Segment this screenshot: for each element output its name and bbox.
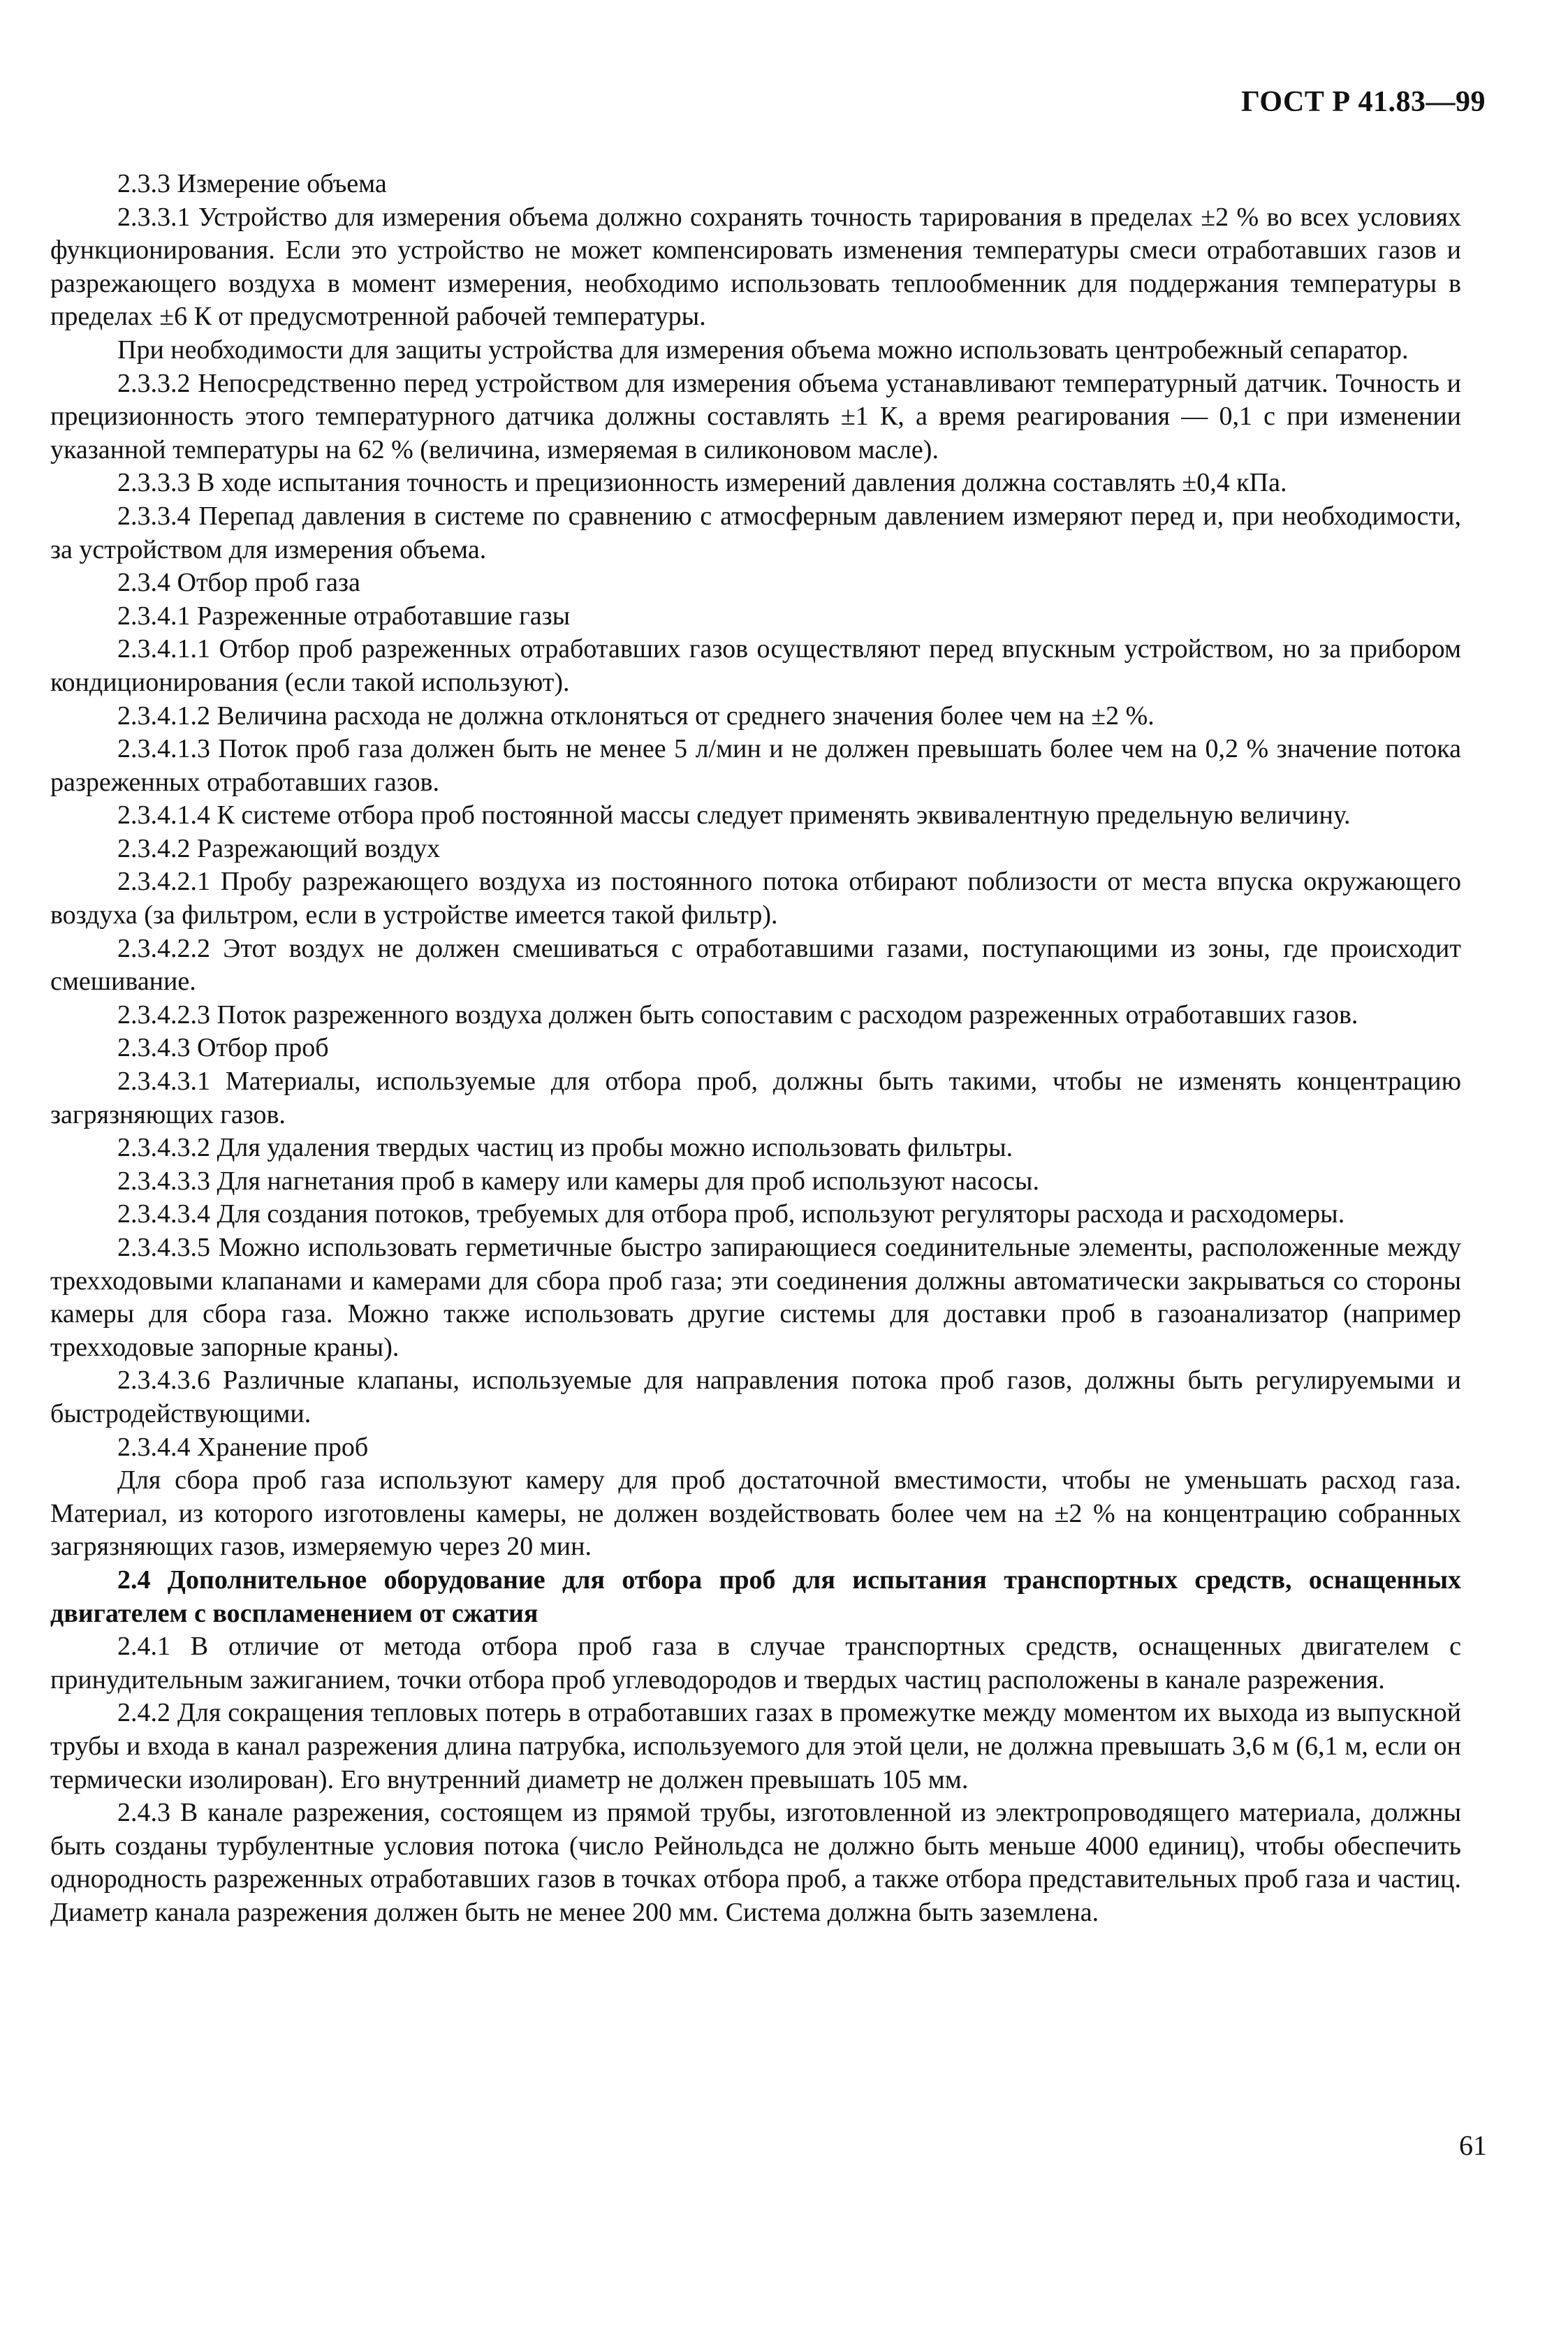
- paragraph: 2.3.4.2.1 Пробу разрежающего воздуха из постоянного потока отбирают поблизости от места впуска окружающего воздуха (за фильтром, если в устройстве имеется такой фильтр).: [50, 867, 1461, 930]
- paragraph: 2.3.4.1.2 Величина расхода не должна отклоняться от среднего значения более чем на ±2 %.: [117, 701, 1155, 731]
- paragraph: 2.3.4.1.3 Поток проб газа должен быть не менее 5 л/мин и не должен превышать более чем на 0,2 % значение потока разреженных отработавших газов.: [50, 734, 1461, 797]
- paragraph: 2.3.4.3.6 Различные клапаны, используемые для направления потока проб газов, должны быть регулируемыми и быстродействующими.: [50, 1366, 1461, 1428]
- paragraph: Для сбора проб газа используют камеру для проб достаточной вместимости, чтобы не уменьшать расход газа. Материал, из которого изготовлены камеры, не должен воздействовать более чем на ±2 % на концентрацию собранных загрязняющих газов, измеряемую через 20 мин.: [50, 1465, 1461, 1562]
- paragraph: 2.3.3.4 Перепад давления в системе по сравнению с атмосферным давлением измеряют перед и, при необходимости, за устройством для измерения объема.: [50, 501, 1461, 564]
- paragraph: 2.3.4.2.2 Этот воздух не должен смешиваться с отработавшими газами, поступающими из зоны, где происходит смешивание.: [50, 933, 1461, 997]
- section-heading: 2.3.4.2 Разрежающий воздух: [117, 833, 441, 863]
- section-heading: 2.3.4.4 Хранение проб: [117, 1432, 369, 1462]
- paragraph: 2.3.3.3 В ходе испытания точность и прецизионность измерений давления должна составлять ±0,4 кПа.: [117, 468, 1287, 498]
- section-heading: 2.3.3 Измерение объема: [117, 169, 387, 198]
- paragraph: 2.4.2 Для сокращения тепловых потерь в отработавших газах в промежутке между моментом их выхода из выпускной трубы и входа в канал разрежения длина патрубка, используемого для этой цели, не должна превышать 3,6 м (6,1 м, если он термически изолирован). Его внутренний диаметр не должен превышать 105 мм.: [50, 1698, 1461, 1794]
- paragraph: При необходимости для защиты устройства для измерения объема можно использовать центробежный сепаратор.: [117, 335, 1409, 365]
- paragraph: 2.3.4.3.4 Для создания потоков, требуемых для отбора проб, используют регуляторы расхода и расходомеры.: [117, 1199, 1345, 1229]
- document-body: [50, 168, 1461, 1929]
- paragraph: 2.3.4.1.1 Отбор проб разреженных отработавших газов осуществляют перед впускным устройством, но за прибором кондиционирования (если такой используют).: [50, 634, 1461, 697]
- section-heading: 2.3.4.3 Отбор проб: [117, 1033, 329, 1063]
- bold-section-heading: 2.4 Дополнительное оборудование для отбора проб для испытания транспортных средств, оснащенных двигателем с воспламенением от сжатия: [50, 1565, 1461, 1628]
- paragraph: 2.3.4.3.1 Материалы, используемые для отбора проб, должны быть такими, чтобы не изменять концентрацию загрязняющих газов.: [50, 1067, 1461, 1129]
- paragraph: 2.4.1 В отличие от метода отбора проб газа в случае транспортных средств, оснащенных двигателем с принудительным зажиганием, точки отбора проб углеводородов и твердых частиц расположены в канале разрежения.: [50, 1632, 1461, 1694]
- paragraph: 2.4.3 В канале разрежения, состоящем из прямой трубы, изготовленной из электропроводящего материала, должны быть созданы турбулентные условия потока (число Рейнольдса не должно быть меньше 4000 единиц), чтобы обеспечить однородность разреженных отработавших газов в точках отбора проб, а также отбора представительных проб газа и частиц. Диаметр канала разрежения должен быть не менее 200 мм. Система должна быть заземлена.: [50, 1798, 1461, 1927]
- standard-code-header: ГОСТ Р 41.83—99: [1241, 86, 1486, 118]
- section-heading: 2.3.4.1 Разреженные отработавшие газы: [117, 601, 571, 631]
- paragraph: 2.3.4.3.3 Для нагнетания проб в камеру или камеры для проб используют насосы.: [117, 1166, 1039, 1196]
- paragraph: 2.3.4.3.5 Можно использовать герметичные быстро запирающиеся соединительные элементы, расположенные между трехходовыми клапанами и камерами для сбора проб газа; эти соединения должны автоматически закрываться со стороны камеры для сбора газа. Можно также использовать другие системы для доставки проб в газоанализатор (например трехходовые запорные краны).: [50, 1233, 1461, 1362]
- paragraph: 2.3.4.3.2 Для удаления твердых частиц из пробы можно использовать фильтры.: [117, 1133, 1013, 1163]
- paragraph: 2.3.3.2 Непосредственно перед устройством для измерения объема устанавливают температурный датчик. Точность и прецизионность этого температурного датчика должны составлять ±1 К, а время реагирования — 0,1 с при изменении указанной температуры на 62 % (величина, измеряемая в силиконовом масле).: [50, 368, 1461, 464]
- section-heading: 2.3.4 Отбор проб газа: [117, 568, 360, 598]
- paragraph: 2.3.3.1 Устройство для измерения объема должно сохранять точность тарирования в пределах ±2 % во всех условиях функционирования. Если это устройство не может компенсировать изменения температуры смеси отработавших газов и разрежающего воздуха в момент измерения, необходимо использовать теплообменник для поддержания температуры в пределах ±6 К от предусмотренной рабочей температуры.: [50, 202, 1461, 332]
- page-number: 61: [1459, 2130, 1487, 2161]
- paragraph: 2.3.4.1.4 К системе отбора проб постоянной массы следует применять эквивалентную предельную величину.: [117, 800, 1351, 830]
- paragraph: 2.3.4.2.3 Поток разреженного воздуха должен быть сопоставим с расходом разреженных отработавших газов.: [117, 1000, 1358, 1030]
